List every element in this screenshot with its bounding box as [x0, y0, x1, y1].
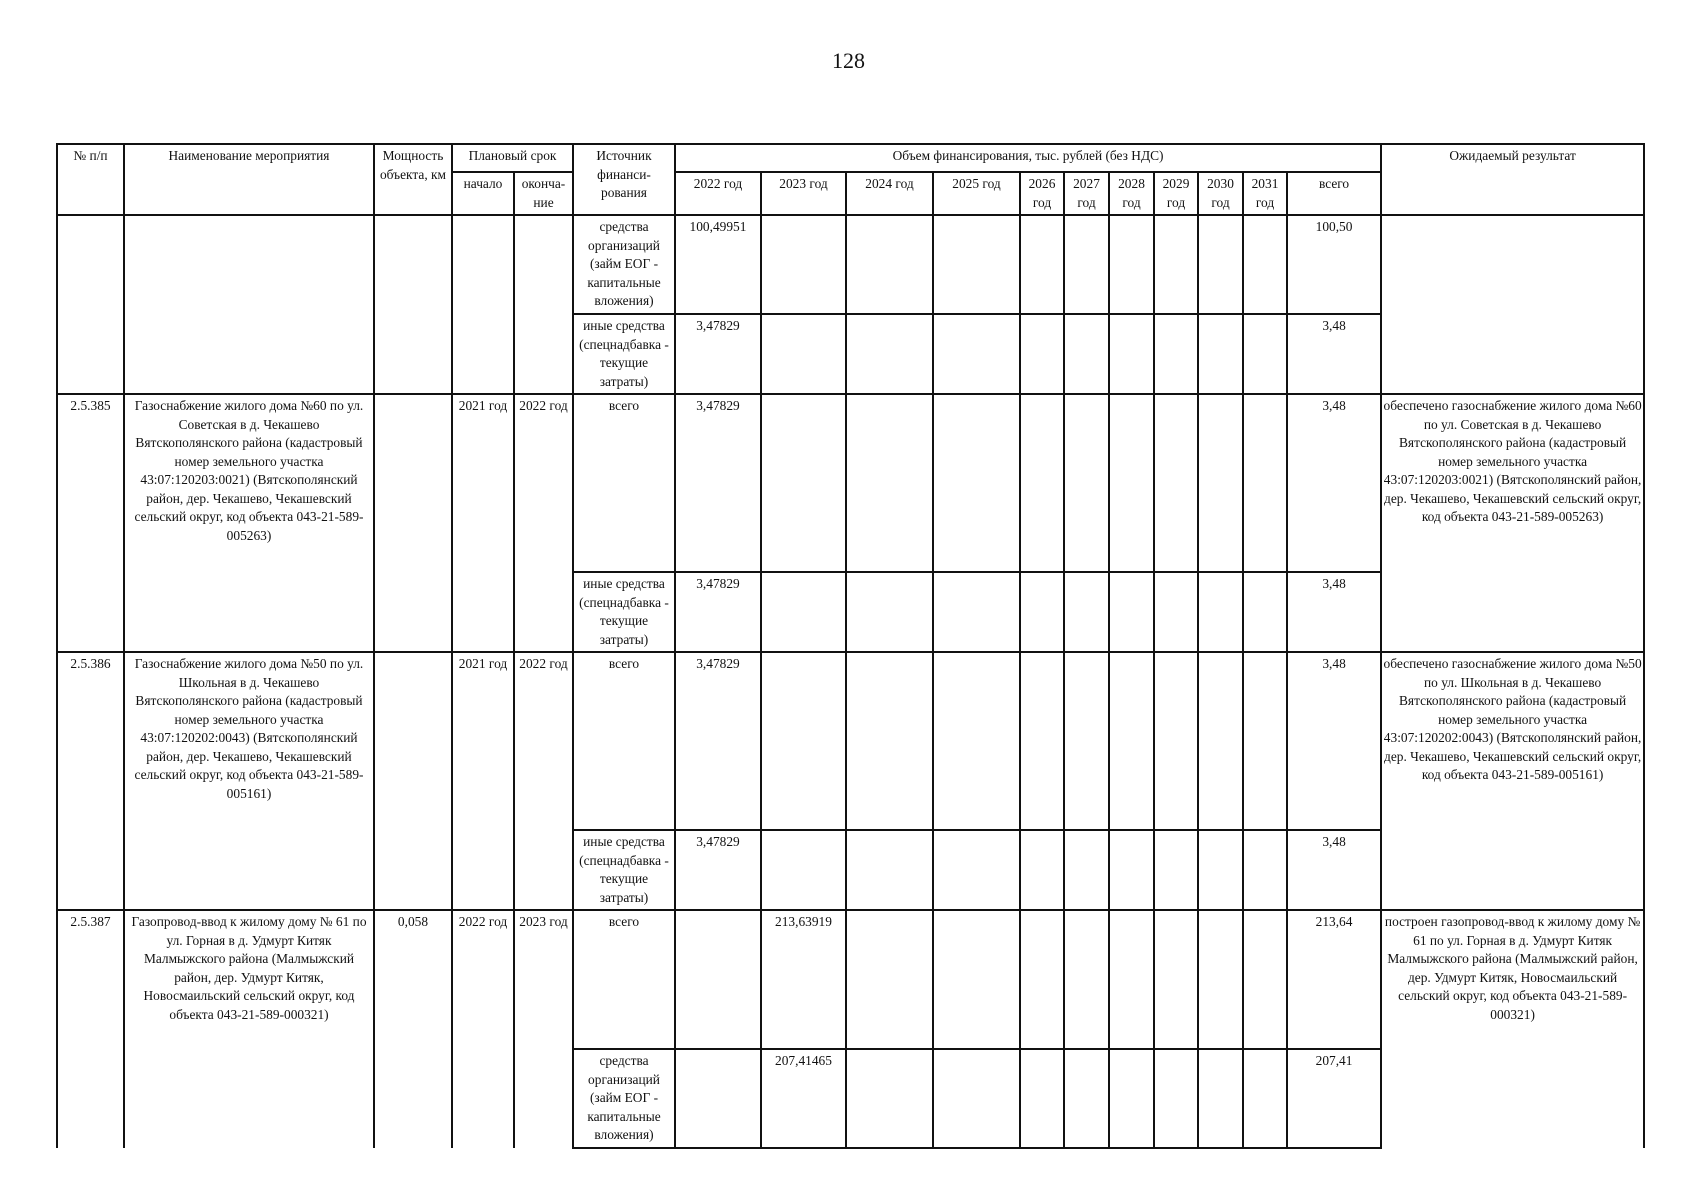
source-cell: иные средства (спецнадбавка - текущие затраты) — [573, 314, 675, 394]
item-capacity: 0,058 — [374, 910, 452, 1148]
total-cell: 3,48 — [1287, 830, 1381, 910]
header-year: 2023 год — [761, 172, 846, 215]
amount-cell — [761, 652, 846, 830]
item-start: 2022 год — [452, 910, 514, 1148]
item-start: 2021 год — [452, 394, 514, 652]
header-term: Плановый срок — [452, 144, 573, 172]
header-no: № п/п — [57, 144, 124, 215]
table-row — [57, 215, 1644, 314]
header-year: 2028 год — [1109, 172, 1154, 215]
financing-table — [56, 143, 1645, 1149]
amount-cell — [761, 830, 846, 910]
item-start: 2021 год — [452, 652, 514, 910]
total-cell: 3,48 — [1287, 652, 1381, 830]
header-year: 2027 год — [1064, 172, 1109, 215]
header-year: 2025 год — [933, 172, 1020, 215]
source-cell: всего — [573, 652, 675, 830]
source-cell: иные средства (спецнадбавка - текущие затраты) — [573, 572, 675, 652]
header-capacity: Мощность объекта, км — [374, 144, 452, 215]
item-number: 2.5.387 — [57, 910, 124, 1148]
amount-cell — [675, 910, 761, 1049]
header-term-start: начало — [452, 172, 514, 215]
source-cell: всего — [573, 394, 675, 572]
amount-cell — [675, 1049, 761, 1148]
header-source: Источник финанси-рования — [573, 144, 675, 215]
amount-cell — [761, 394, 846, 572]
total-cell: 3,48 — [1287, 394, 1381, 572]
header-year: 2029 год — [1154, 172, 1198, 215]
header-term-end: оконча-ние — [514, 172, 573, 215]
header-year: 2026 год — [1020, 172, 1064, 215]
header-year: 2022 год — [675, 172, 761, 215]
amount-cell: 3,47829 — [675, 652, 761, 830]
amount-cell: 100,49951 — [675, 215, 761, 314]
item-number: 2.5.385 — [57, 394, 124, 652]
item-result: построен газопровод-ввод к жилому дому № 61 по ул. Горная в д. Удмурт Китяк Малмыжского района (Малмыжский район, дер. Удмурт Китяк, Новосмаильский сельский округ, код объекта 043-21-589-000321) — [1381, 910, 1644, 1148]
table-row — [57, 652, 1644, 830]
header-total: всего — [1287, 172, 1381, 215]
source-cell: средства организаций (займ ЕОГ - капитальные вложения) — [573, 1049, 675, 1148]
header-year: 2024 год — [846, 172, 933, 215]
item-name: Газопровод-ввод к жилому дому № 61 по ул. Горная в д. Удмурт Китяк Малмыжского района (Малмыжский район, дер. Удмурт Китяк, Новосмаильский сельский округ, код объекта 043-21-589-000321) — [124, 910, 374, 1148]
total-cell: 213,64 — [1287, 910, 1381, 1049]
item-end: 2023 год — [514, 910, 573, 1148]
amount-cell: 213,63919 — [761, 910, 846, 1049]
amount-cell: 3,47829 — [675, 830, 761, 910]
item-result: обеспечено газоснабжение жилого дома №50 по ул. Школьная в д. Чекашево Вятскополянского района (кадастровый номер земельного участка 43:07:120202:0043) (Вятскополянский район, дер. Чекашево, Чекашевский сельский округ, код объекта 043-21-589-005161) — [1381, 652, 1644, 910]
item-name: Газоснабжение жилого дома №50 по ул. Школьная в д. Чекашево Вятскополянского района (кадастровый номер земельного участка 43:07:120202:0043) (Вятскополянский район, дер. Чекашево, Чекашевский сельский округ, код объекта 043-21-589-005161) — [124, 652, 374, 910]
item-number: 2.5.386 — [57, 652, 124, 910]
header-year: 2030 год — [1198, 172, 1243, 215]
source-cell: иные средства (спецнадбавка - текущие затраты) — [573, 830, 675, 910]
table-row — [57, 910, 1644, 1049]
item-capacity — [374, 652, 452, 910]
header-year: 2031 год — [1243, 172, 1287, 215]
item-name: Газоснабжение жилого дома №60 по ул. Советская в д. Чекашево Вятскополянского района (кадастровый номер земельного участка 43:07:120203:0021) (Вятскополянский район, дер. Чекашево, Чекашевский сельский округ, код объекта 043-21-589-005263) — [124, 394, 374, 652]
amount-cell — [761, 572, 846, 652]
amount-cell: 3,47829 — [675, 394, 761, 572]
item-end: 2022 год — [514, 652, 573, 910]
header-name: Наименование мероприятия — [124, 144, 374, 215]
total-cell: 207,41 — [1287, 1049, 1381, 1148]
amount-cell: 3,47829 — [675, 572, 761, 652]
source-cell: всего — [573, 910, 675, 1049]
total-cell: 3,48 — [1287, 314, 1381, 394]
item-result: обеспечено газоснабжение жилого дома №60 по ул. Советская в д. Чекашево Вятскополянского района (кадастровый номер земельного участка 43:07:120203:0021) (Вятскополянский район, дер. Чекашево, Чекашевский сельский округ, код объекта 043-21-589-005263) — [1381, 394, 1644, 652]
total-cell: 3,48 — [1287, 572, 1381, 652]
page-number: 128 — [832, 48, 865, 73]
header-volume: Объем финансирования, тыс. рублей (без НДС) — [675, 144, 1381, 172]
total-cell: 100,50 — [1287, 215, 1381, 314]
table-row — [57, 394, 1644, 572]
amount-cell: 3,47829 — [675, 314, 761, 394]
source-cell: средства организаций (займ ЕОГ - капитальные вложения) — [573, 215, 675, 314]
item-end: 2022 год — [514, 394, 573, 652]
item-capacity — [374, 394, 452, 652]
amount-cell: 207,41465 — [761, 1049, 846, 1148]
header-result: Ожидаемый результат — [1381, 144, 1644, 215]
